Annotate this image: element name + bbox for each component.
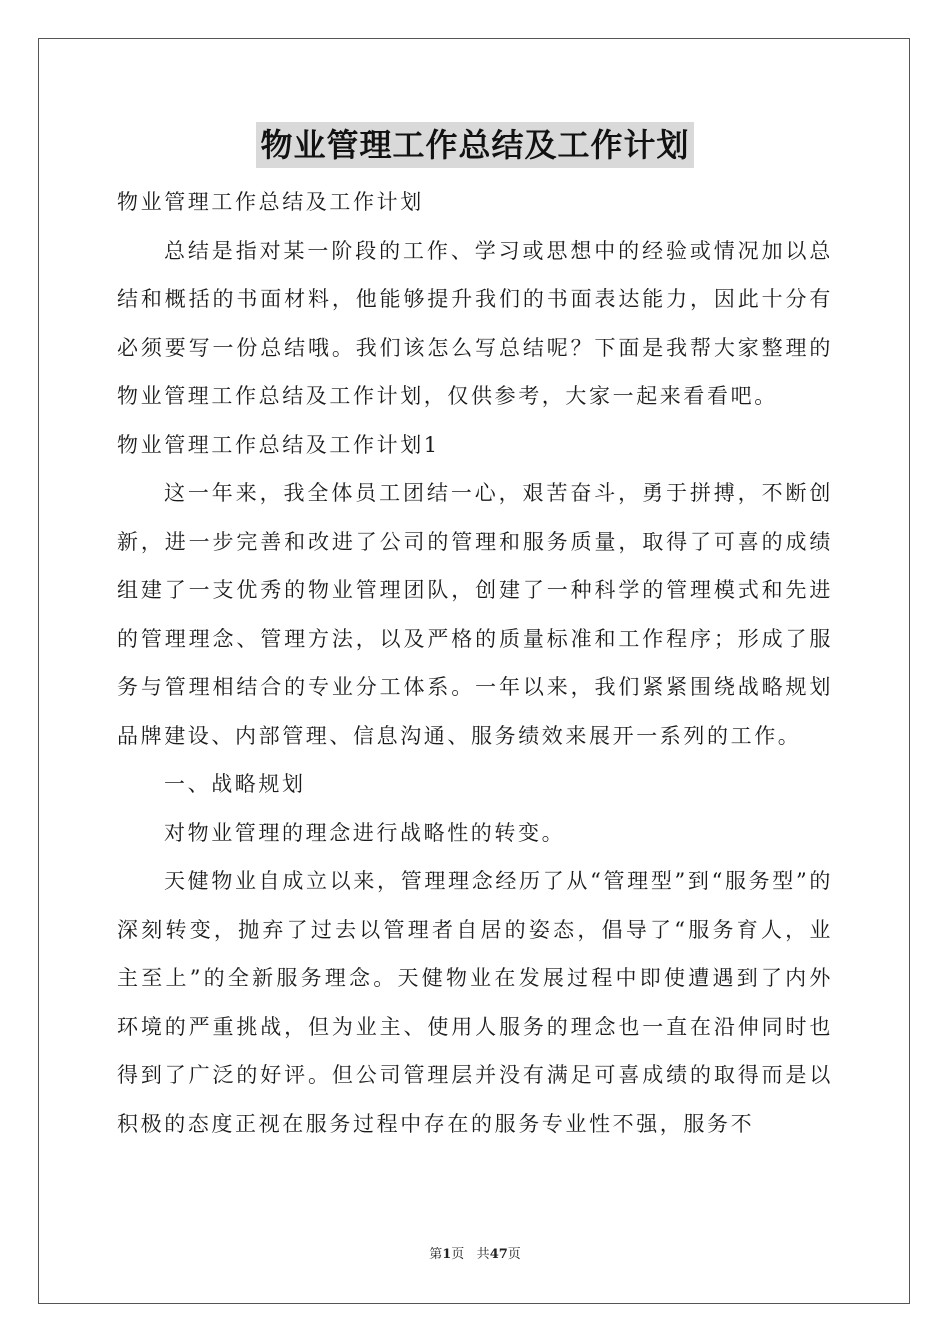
paragraph-body: 对物业管理的理念进行战略性的转变。 (164, 820, 566, 845)
total-prefix: 共 (476, 1247, 490, 1262)
total-pages: 47 (489, 1247, 508, 1262)
paragraph-body: 这一年来，我全体员工团结一心，艰苦奋斗，勇于拼搏，不断创新，进一步完善和改进了公司的管理和服务质量，取得了可喜的成绩组建了一支优秀的物业管理团队，创建了一种科学的管理模式和先进的管理理念、管理方法，以及严格的质量标准和工作程序；形成了服务与管理相结合的专业分工体系。一年以来，我们紧紧围绕战略规划品牌建设、内部管理、信息沟通、服务绩效来展开一系列的工作。 (117, 481, 833, 748)
document-title: 物业管理工作总结及工作计划 (256, 122, 693, 168)
title-container (0, 122, 950, 168)
paragraph-subtitle: 物业管理工作总结及工作计划 (117, 190, 424, 214)
page-footer (0, 1246, 950, 1264)
total-suffix: 页 (507, 1247, 521, 1262)
page-prefix: 第 (429, 1247, 443, 1262)
document-body (117, 178, 833, 1148)
paragraph-body: 天健物业自成立以来，管理理念经历了从“管理型”到“服务型”的深刻转变，抛弃了过去以管理者自居的姿态，倡导了“服务育人，业主至上”的全新服务理念。天健物业在发展过程中即使遭遇到了内外环境的严重挑战，但为业主、使用人服务的理念也一直在沿伸同时也得到了广泛的好评。但公司管理层并没有满足可喜成绩的取得而是以积极的态度正视在服务过程中存在的服务专业性不强，服务不 (117, 869, 833, 1136)
paragraph-intro: 总结是指对某一阶段的工作、学习或思想中的经验或情况加以总结和概括的书面材料，他能够提升我们的书面表达能力，因此十分有必须要写一份总结哦。我们该怎么写总结呢？下面是我帮大家整理的物业管理工作总结及工作计划，仅供参考，大家一起来看看吧。 (117, 238, 833, 408)
page-number: 1 (442, 1247, 452, 1262)
paragraph-subheading: 一、战略规划 (164, 772, 306, 796)
page-suffix: 页 (451, 1247, 465, 1262)
paragraph-section-heading: 物业管理工作总结及工作计划1 (117, 432, 440, 457)
